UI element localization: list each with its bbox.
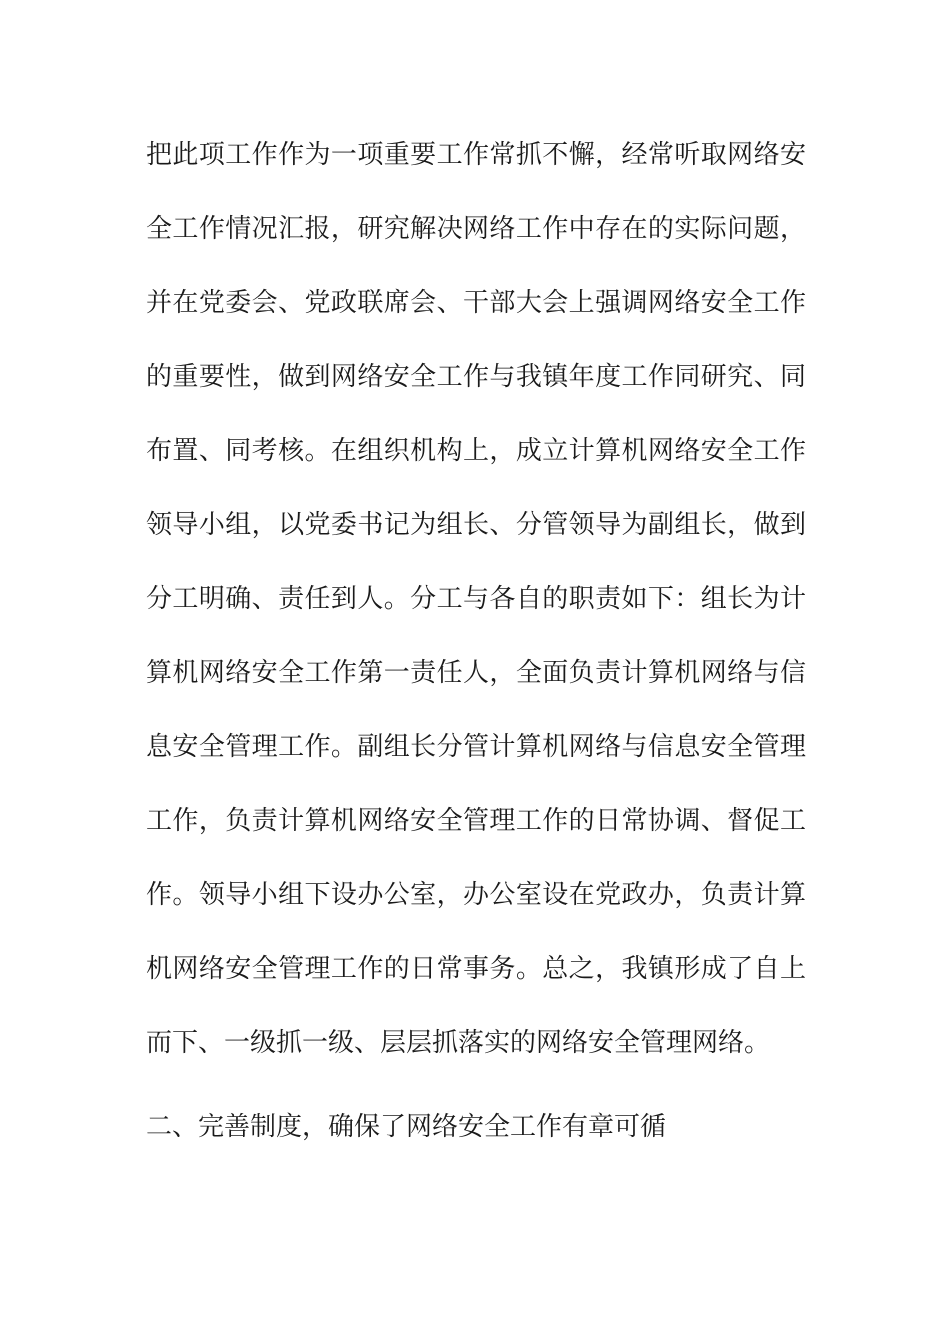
paragraph-line: 分工明确、责任到人。分工与各自的职责如下：组长为计 (146, 584, 806, 614)
paragraph-line: 息安全管理工作。副组长分管计算机网络与信息安全管理 (146, 732, 806, 762)
paragraph-line: 领导小组，以党委书记为组长、分管领导为副组长，做到 (146, 510, 806, 540)
paragraph-line: 布置、同考核。在组织机构上，成立计算机网络安全工作 (146, 436, 806, 466)
paragraph-line: 作。领导小组下设办公室，办公室设在党政办，负责计算 (146, 880, 806, 910)
paragraph-line: 并在党委会、党政联席会、干部大会上强调网络安全工作 (146, 288, 806, 318)
paragraph-line: 机网络安全管理工作的日常事务。总之，我镇形成了自上 (146, 954, 806, 984)
paragraph-line: 而下、一级抓一级、层层抓落实的网络安全管理网络。 (146, 1028, 771, 1058)
paragraph-line: 把此项工作作为一项重要工作常抓不懈，经常听取网络安 (146, 140, 806, 170)
section-heading: 二、完善制度，确保了网络安全工作有章可循 (146, 1112, 667, 1142)
paragraph-line: 的重要性，做到网络安全工作与我镇年度工作同研究、同 (146, 362, 806, 392)
paragraph-line: 工作，负责计算机网络安全管理工作的日常协调、督促工 (146, 806, 806, 836)
paragraph-line: 全工作情况汇报，研究解决网络工作中存在的实际问题， (146, 214, 806, 244)
paragraph-line: 算机网络安全工作第一责任人，全面负责计算机网络与信 (146, 658, 806, 688)
